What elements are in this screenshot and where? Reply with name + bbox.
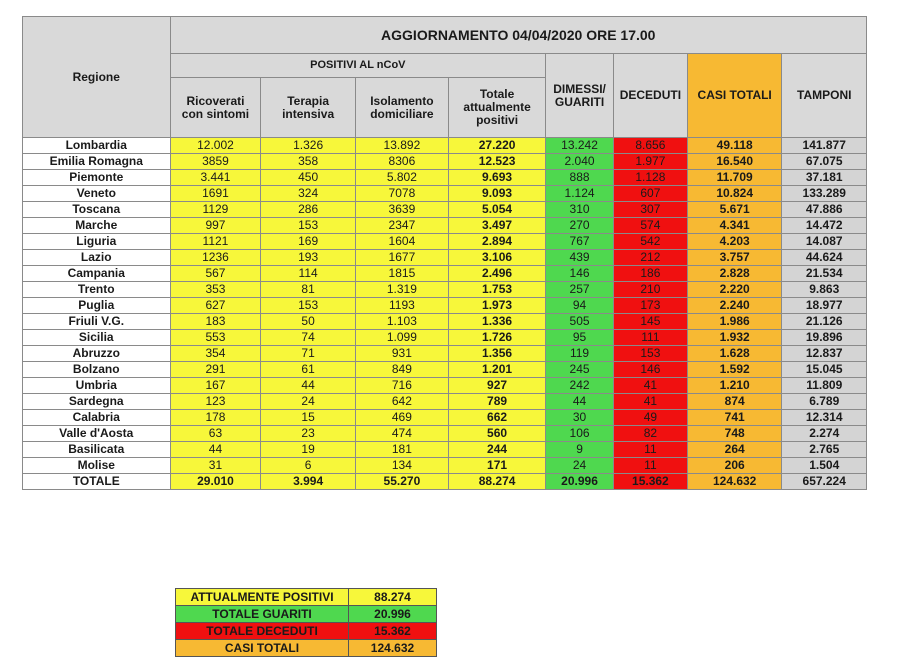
header-isolamento: Isolamento domiciliare [355, 78, 448, 138]
total-row [23, 474, 867, 490]
tamponi-cell: 21.534 [782, 266, 867, 282]
tamponi-cell: 18.977 [782, 298, 867, 314]
deceduti-cell: 210 [613, 282, 687, 298]
totale-positivi-cell: 927 [448, 378, 545, 394]
isolamento-cell: 474 [355, 426, 448, 442]
total-dimessi-cell: 20.996 [546, 474, 614, 490]
total-isolamento-cell: 55.270 [355, 474, 448, 490]
terapia-cell: 19 [261, 442, 355, 458]
region-cell: Lombardia [23, 138, 171, 154]
isolamento-cell: 642 [355, 394, 448, 410]
table-row [23, 394, 867, 410]
table-row [23, 410, 867, 426]
deceduti-cell: 41 [613, 394, 687, 410]
casi-totali-cell: 1.986 [687, 314, 782, 330]
deceduti-cell: 111 [613, 330, 687, 346]
dimessi-cell: 242 [546, 378, 614, 394]
isolamento-cell: 1.103 [355, 314, 448, 330]
region-cell: Toscana [23, 202, 171, 218]
terapia-cell: 169 [261, 234, 355, 250]
region-cell: Campania [23, 266, 171, 282]
tamponi-cell: 19.896 [782, 330, 867, 346]
casi-totali-cell: 264 [687, 442, 782, 458]
terapia-cell: 153 [261, 298, 355, 314]
ricoverati-cell: 178 [170, 410, 261, 426]
isolamento-cell: 1.099 [355, 330, 448, 346]
casi-totali-cell: 2.828 [687, 266, 782, 282]
header-tamponi: TAMPONI [782, 54, 867, 138]
tamponi-cell: 14.472 [782, 218, 867, 234]
terapia-cell: 15 [261, 410, 355, 426]
region-cell: Sardegna [23, 394, 171, 410]
dimessi-cell: 146 [546, 266, 614, 282]
deceduti-cell: 41 [613, 378, 687, 394]
total-region-cell: TOTALE [23, 474, 171, 490]
summary-value: 124.632 [349, 640, 437, 657]
terapia-cell: 74 [261, 330, 355, 346]
casi-totali-cell: 1.210 [687, 378, 782, 394]
header-terapia: Terapia intensiva [261, 78, 355, 138]
terapia-cell: 6 [261, 458, 355, 474]
dimessi-cell: 9 [546, 442, 614, 458]
summary-value: 15.362 [349, 623, 437, 640]
casi-totali-cell: 741 [687, 410, 782, 426]
deceduti-cell: 1.977 [613, 154, 687, 170]
terapia-cell: 44 [261, 378, 355, 394]
tamponi-cell: 141.877 [782, 138, 867, 154]
totale-positivi-cell: 5.054 [448, 202, 545, 218]
dimessi-cell: 257 [546, 282, 614, 298]
terapia-cell: 61 [261, 362, 355, 378]
casi-totali-cell: 1.628 [687, 346, 782, 362]
summary-row [176, 623, 437, 640]
tamponi-cell: 14.087 [782, 234, 867, 250]
summary-label: TOTALE GUARITI [176, 606, 349, 623]
ricoverati-cell: 123 [170, 394, 261, 410]
tamponi-cell: 2.765 [782, 442, 867, 458]
ricoverati-cell: 12.002 [170, 138, 261, 154]
dimessi-cell: 245 [546, 362, 614, 378]
ricoverati-cell: 353 [170, 282, 261, 298]
table-row [23, 250, 867, 266]
region-cell: Marche [23, 218, 171, 234]
region-cell: Abruzzo [23, 346, 171, 362]
dimessi-cell: 119 [546, 346, 614, 362]
region-cell: Veneto [23, 186, 171, 202]
ricoverati-cell: 183 [170, 314, 261, 330]
tamponi-cell: 12.837 [782, 346, 867, 362]
table-row [23, 266, 867, 282]
casi-totali-cell: 49.118 [687, 138, 782, 154]
ricoverati-cell: 1236 [170, 250, 261, 266]
region-cell: Sicilia [23, 330, 171, 346]
table-row [23, 362, 867, 378]
table-row [23, 218, 867, 234]
ricoverati-cell: 167 [170, 378, 261, 394]
total-deceduti-cell: 15.362 [613, 474, 687, 490]
region-cell: Puglia [23, 298, 171, 314]
dimessi-cell: 888 [546, 170, 614, 186]
deceduti-cell: 1.128 [613, 170, 687, 186]
ricoverati-cell: 291 [170, 362, 261, 378]
isolamento-cell: 5.802 [355, 170, 448, 186]
casi-totali-cell: 2.240 [687, 298, 782, 314]
casi-totali-cell: 10.824 [687, 186, 782, 202]
region-cell: Emilia Romagna [23, 154, 171, 170]
isolamento-cell: 1815 [355, 266, 448, 282]
dimessi-cell: 44 [546, 394, 614, 410]
covid-region-table [22, 16, 867, 490]
deceduti-cell: 146 [613, 362, 687, 378]
tamponi-cell: 47.886 [782, 202, 867, 218]
ricoverati-cell: 1691 [170, 186, 261, 202]
deceduti-cell: 11 [613, 458, 687, 474]
totale-positivi-cell: 3.106 [448, 250, 545, 266]
totale-positivi-cell: 12.523 [448, 154, 545, 170]
region-cell: Bolzano [23, 362, 171, 378]
summary-row [176, 640, 437, 657]
dimessi-cell: 2.040 [546, 154, 614, 170]
table-body [23, 138, 867, 490]
summary-label: CASI TOTALI [176, 640, 349, 657]
isolamento-cell: 8306 [355, 154, 448, 170]
tamponi-cell: 67.075 [782, 154, 867, 170]
casi-totali-cell: 206 [687, 458, 782, 474]
casi-totali-cell: 2.220 [687, 282, 782, 298]
totale-positivi-cell: 171 [448, 458, 545, 474]
deceduti-cell: 8.656 [613, 138, 687, 154]
deceduti-cell: 607 [613, 186, 687, 202]
isolamento-cell: 134 [355, 458, 448, 474]
casi-totali-cell: 874 [687, 394, 782, 410]
ricoverati-cell: 1121 [170, 234, 261, 250]
tamponi-cell: 12.314 [782, 410, 867, 426]
totale-positivi-cell: 2.496 [448, 266, 545, 282]
region-cell: Liguria [23, 234, 171, 250]
dimessi-cell: 505 [546, 314, 614, 330]
dimessi-cell: 1.124 [546, 186, 614, 202]
casi-totali-cell: 5.671 [687, 202, 782, 218]
casi-totali-cell: 1.592 [687, 362, 782, 378]
casi-totali-cell: 748 [687, 426, 782, 442]
totale-positivi-cell: 3.497 [448, 218, 545, 234]
table-row [23, 330, 867, 346]
totale-positivi-cell: 1.726 [448, 330, 545, 346]
isolamento-cell: 849 [355, 362, 448, 378]
isolamento-cell: 2347 [355, 218, 448, 234]
table-row [23, 378, 867, 394]
totale-positivi-cell: 9.693 [448, 170, 545, 186]
totale-positivi-cell: 244 [448, 442, 545, 458]
total-casi-totali-cell: 124.632 [687, 474, 782, 490]
tamponi-cell: 133.289 [782, 186, 867, 202]
ricoverati-cell: 627 [170, 298, 261, 314]
isolamento-cell: 716 [355, 378, 448, 394]
deceduti-cell: 173 [613, 298, 687, 314]
isolamento-cell: 931 [355, 346, 448, 362]
table-row [23, 234, 867, 250]
table-row [23, 442, 867, 458]
totale-positivi-cell: 27.220 [448, 138, 545, 154]
summary-table [175, 588, 437, 657]
summary-row [176, 589, 437, 606]
tamponi-cell: 21.126 [782, 314, 867, 330]
deceduti-cell: 542 [613, 234, 687, 250]
casi-totali-cell: 4.341 [687, 218, 782, 234]
dimessi-cell: 439 [546, 250, 614, 266]
casi-totali-cell: 3.757 [687, 250, 782, 266]
total-terapia-cell: 3.994 [261, 474, 355, 490]
summary-label: ATTUALMENTE POSITIVI [176, 589, 349, 606]
deceduti-cell: 145 [613, 314, 687, 330]
table-row [23, 314, 867, 330]
deceduti-cell: 11 [613, 442, 687, 458]
summary-value: 88.274 [349, 589, 437, 606]
table-row [23, 298, 867, 314]
isolamento-cell: 181 [355, 442, 448, 458]
terapia-cell: 1.326 [261, 138, 355, 154]
dimessi-cell: 94 [546, 298, 614, 314]
isolamento-cell: 1677 [355, 250, 448, 266]
terapia-cell: 71 [261, 346, 355, 362]
ricoverati-cell: 997 [170, 218, 261, 234]
region-cell: Friuli V.G. [23, 314, 171, 330]
region-cell: Umbria [23, 378, 171, 394]
ricoverati-cell: 63 [170, 426, 261, 442]
region-cell: Basilicata [23, 442, 171, 458]
ricoverati-cell: 3.441 [170, 170, 261, 186]
tamponi-cell: 44.624 [782, 250, 867, 266]
casi-totali-cell: 11.709 [687, 170, 782, 186]
header-update: AGGIORNAMENTO 04/04/2020 ORE 17.00 [170, 17, 866, 54]
dimessi-cell: 13.242 [546, 138, 614, 154]
table-row [23, 170, 867, 186]
isolamento-cell: 1.319 [355, 282, 448, 298]
total-tamponi-cell: 657.224 [782, 474, 867, 490]
dimessi-cell: 30 [546, 410, 614, 426]
ricoverati-cell: 44 [170, 442, 261, 458]
region-cell: Calabria [23, 410, 171, 426]
terapia-cell: 450 [261, 170, 355, 186]
deceduti-cell: 186 [613, 266, 687, 282]
tamponi-cell: 37.181 [782, 170, 867, 186]
isolamento-cell: 7078 [355, 186, 448, 202]
ricoverati-cell: 31 [170, 458, 261, 474]
table-row [23, 426, 867, 442]
header-totale-positivi: Totale attualmente positivi [448, 78, 545, 138]
terapia-cell: 81 [261, 282, 355, 298]
deceduti-cell: 49 [613, 410, 687, 426]
deceduti-cell: 153 [613, 346, 687, 362]
isolamento-cell: 3639 [355, 202, 448, 218]
region-cell: Piemonte [23, 170, 171, 186]
totale-positivi-cell: 2.894 [448, 234, 545, 250]
header-positivi: POSITIVI AL nCoV [170, 54, 546, 78]
terapia-cell: 153 [261, 218, 355, 234]
deceduti-cell: 212 [613, 250, 687, 266]
totale-positivi-cell: 1.753 [448, 282, 545, 298]
deceduti-cell: 574 [613, 218, 687, 234]
header-casi-totali: CASI TOTALI [687, 54, 782, 138]
tamponi-cell: 15.045 [782, 362, 867, 378]
terapia-cell: 358 [261, 154, 355, 170]
totale-positivi-cell: 789 [448, 394, 545, 410]
table-row [23, 138, 867, 154]
tamponi-cell: 2.274 [782, 426, 867, 442]
terapia-cell: 23 [261, 426, 355, 442]
ricoverati-cell: 1129 [170, 202, 261, 218]
ricoverati-cell: 553 [170, 330, 261, 346]
tamponi-cell: 6.789 [782, 394, 867, 410]
dimessi-cell: 767 [546, 234, 614, 250]
ricoverati-cell: 3859 [170, 154, 261, 170]
totale-positivi-cell: 9.093 [448, 186, 545, 202]
tamponi-cell: 9.863 [782, 282, 867, 298]
deceduti-cell: 82 [613, 426, 687, 442]
totale-positivi-cell: 1.356 [448, 346, 545, 362]
summary-value: 20.996 [349, 606, 437, 623]
header-deceduti: DECEDUTI [613, 54, 687, 138]
deceduti-cell: 307 [613, 202, 687, 218]
isolamento-cell: 13.892 [355, 138, 448, 154]
table-row [23, 282, 867, 298]
ricoverati-cell: 354 [170, 346, 261, 362]
table-row [23, 458, 867, 474]
summary-label: TOTALE DECEDUTI [176, 623, 349, 640]
summary-row [176, 606, 437, 623]
total-ricoverati-cell: 29.010 [170, 474, 261, 490]
casi-totali-cell: 1.932 [687, 330, 782, 346]
header-regione: Regione [23, 17, 171, 138]
terapia-cell: 50 [261, 314, 355, 330]
dimessi-cell: 270 [546, 218, 614, 234]
region-cell: Lazio [23, 250, 171, 266]
casi-totali-cell: 4.203 [687, 234, 782, 250]
dimessi-cell: 95 [546, 330, 614, 346]
terapia-cell: 114 [261, 266, 355, 282]
totale-positivi-cell: 662 [448, 410, 545, 426]
dimessi-cell: 310 [546, 202, 614, 218]
terapia-cell: 193 [261, 250, 355, 266]
table-row [23, 346, 867, 362]
totale-positivi-cell: 1.201 [448, 362, 545, 378]
header-dimessi: DIMESSI/ GUARITI [546, 54, 614, 138]
region-cell: Valle d'Aosta [23, 426, 171, 442]
dimessi-cell: 24 [546, 458, 614, 474]
table-row [23, 154, 867, 170]
table-row [23, 186, 867, 202]
tamponi-cell: 11.809 [782, 378, 867, 394]
terapia-cell: 24 [261, 394, 355, 410]
dimessi-cell: 106 [546, 426, 614, 442]
region-cell: Molise [23, 458, 171, 474]
isolamento-cell: 1604 [355, 234, 448, 250]
table-row [23, 202, 867, 218]
header-ricoverati: Ricoverati con sintomi [170, 78, 261, 138]
casi-totali-cell: 16.540 [687, 154, 782, 170]
region-cell: Trento [23, 282, 171, 298]
ricoverati-cell: 567 [170, 266, 261, 282]
total-totale-positivi-cell: 88.274 [448, 474, 545, 490]
isolamento-cell: 469 [355, 410, 448, 426]
tamponi-cell: 1.504 [782, 458, 867, 474]
terapia-cell: 324 [261, 186, 355, 202]
isolamento-cell: 1193 [355, 298, 448, 314]
totale-positivi-cell: 1.336 [448, 314, 545, 330]
totale-positivi-cell: 1.973 [448, 298, 545, 314]
totale-positivi-cell: 560 [448, 426, 545, 442]
terapia-cell: 286 [261, 202, 355, 218]
